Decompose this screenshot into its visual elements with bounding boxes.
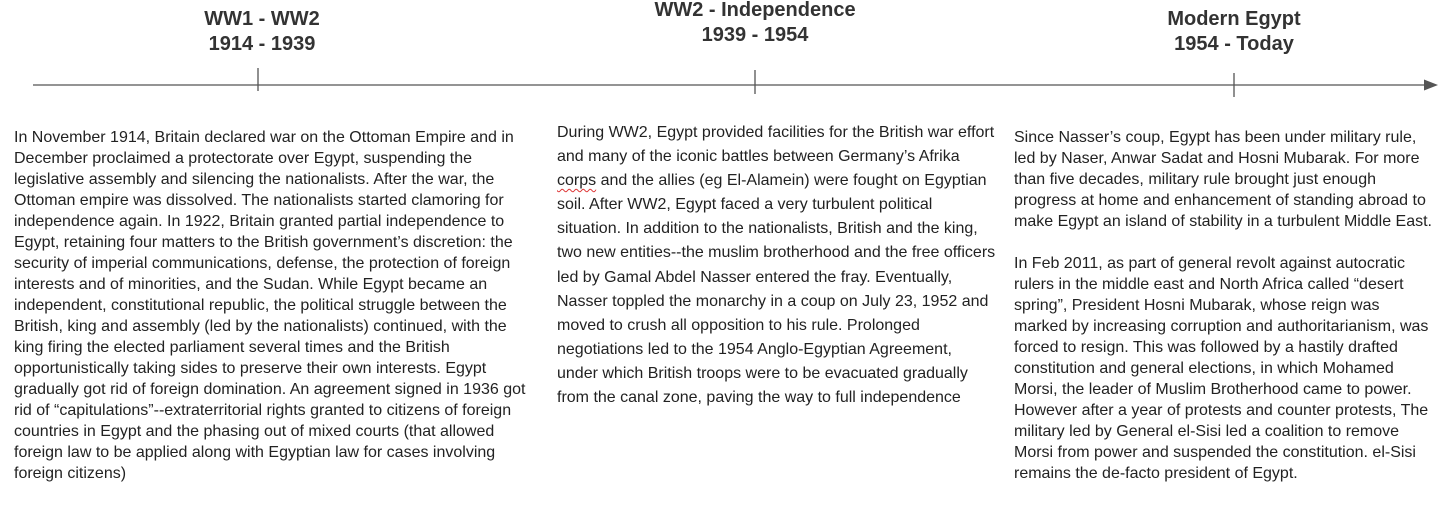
period-label: WW2 - Independence: [654, 0, 856, 21]
timeline-arrow-head: [1424, 80, 1438, 91]
spellcheck-flagged-word: corps: [557, 172, 597, 190]
period-title-ww1-ww2: [204, 7, 320, 57]
period-description-ww2-independence: [557, 121, 997, 410]
description-paragraph: In November 1914, Britain declared war on the Ottoman Empire and in December proclaimed a protectorate over Egypt, suspending the legislative assembly and silencing the nationalists. After the war, the Ottoman empire was dissolved. The nationalists started clamoring for independence again. In 1922, Britain granted partial independence to Egypt, retaining four matters to the British government’s discretion: the security of imperial communications, defense, the protection of foreign interests and of minorities, and the Sudan. While Egypt became an independent, constitutional republic, the political struggle between the British, king and assembly (led by the nationalists) continued, with the king firing the elected parliament several times and the British opportunistically taking sides to preserve their own interests. Egypt gradually got rid of foreign domination. An agreement signed in 1936 got rid of “capitulations”--extraterritorial rights granted to citizens of foreign countries in Egypt and the phasing out of mixed courts (that allowed foreign law to be applied along with Egyptian law for cases involving foreign citizens): [14, 129, 526, 482]
period-description-modern-egypt: [1014, 127, 1436, 484]
paragraph-text-start: During WW2, Egypt provided facilities for the British war effort and many of the iconic battles between Germany’s Afrika: [557, 124, 995, 166]
period-range: 1914 - 1939: [208, 33, 316, 55]
period-range: 1954 - Today: [1174, 33, 1294, 55]
period-label: Modern Egypt: [1167, 8, 1301, 30]
description-paragraph: Since Nasser’s coup, Egypt has been under military rule, led by Naser, Anwar Sadat and Hosni Mubarak. For more than five decades, military rule brought just enough progress at home and enhancement of standing abroad to make Egypt an island of stability in a turbulent Middle East.: [1014, 129, 1432, 230]
description-paragraph: [557, 121, 997, 410]
period-range: 1939 - 1954: [701, 24, 809, 46]
period-title-ww2-independence: [654, 0, 855, 48]
description-paragraph: In Feb 2011, as part of general revolt against autocratic rulers in the middle east and North Africa called “desert spring”, President Hosni Mubarak, whose reign was marked by increasing corruption and authoritarianism, was forced to resign. This was followed by a hastily drafted constitution and general elections, in which Mohamed Morsi, the leader of Muslim Brotherhood came to power. However after a year of protests and counter protests, The military led by General el-Sisi led a coalition to remove Morsi from power and suspended the constitution. el-Sisi remains the de-facto president of Egypt.: [1014, 255, 1429, 482]
period-description-ww1-ww2: [14, 127, 534, 484]
period-title-modern-egypt: [1167, 7, 1300, 57]
paragraph-text-end: and the allies (eg El-Alamein) were fought on Egyptian soil. After WW2, Egypt faced a very turbulent political situation. In addition to the nationalists, British and the king, two new entities--the muslim brotherhood and the free officers led by Gamal Abdel Nasser entered the fray. Eventually, Nasser toppled the monarchy in a coup on July 23, 1952 and moved to crush all opposition to his rule. Prolonged negotiations led to the 1954 Anglo-Egyptian Agreement, under which British troops were to be evacuated gradually from the canal zone, paving the way to full independence: [557, 172, 996, 407]
period-label: WW1 - WW2: [204, 8, 320, 30]
